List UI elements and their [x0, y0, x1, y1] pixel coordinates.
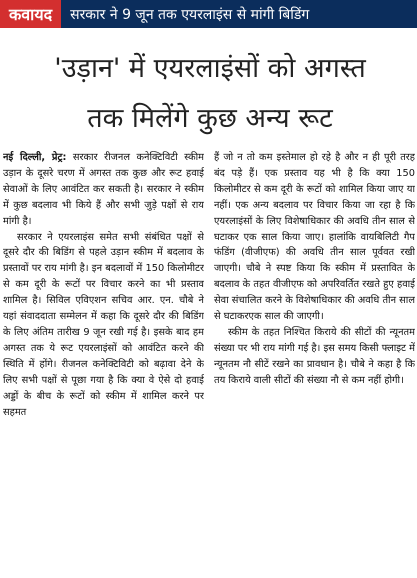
- paragraph-1-text: सरकार रीजनल कनेक्टिविटी स्कीम उड़ान के दूसरे चरण में अगस्त तक कुछ और रूट हवाई सेवाओं के लिए आवंटित कर सकती है। सरकार ने स्कीम में कुछ बदलाव भी किये हैं और सभी जुड़े पक्षों से राय मांगी है।: [3, 152, 204, 227]
- headline: [6, 44, 414, 144]
- kicker-tag: कवायद: [0, 0, 61, 28]
- dateline: नई दिल्ली, प्रेट्र:: [3, 152, 67, 163]
- paragraph-2: सरकार ने एयरलाइंस समेत सभी संबंधित पक्षों से दूसरे दौर की बिडिंग से पहले उड़ान स्कीम में बदलाव के प्रस्तावों पर राय मांगी है। इन बदलावों में 150 किलोमीटर से कम दूरी के रूटों पर विचार करने का भी प्रस्ताव शामिल है। सिविल एविएशन सचिव आर. एन. चौबे ने यहां संवाददाता सम्मेलन में कहा कि दूसरे दौर की बिडिंग के लिए अंतिम तारीख 9 जून रखी गई है। इसके बाद हम अगस्त तक ये रूट एयरलाइंसों को आवंटित करने की स्थिति में होंगे। रीजनल कनेक्टिविटी को बढ़ावा देने के लिए सभी पक्षों से पूछा गया है कि क्या वे ऐसे दो हवाई अड्डों के बीच के रूटों को स्कीम में शामिल करने पर सहमत: [3, 231, 204, 418]
- headline-line-2: तक मिलेंगे कुछ अन्य रूट: [87, 103, 333, 134]
- headline-line-1: 'उड़ान' में एयरलाइंसों को अगस्त: [54, 53, 366, 84]
- article-column-1: [3, 150, 204, 574]
- article-column-2: [214, 150, 415, 574]
- paragraph-4: स्कीम के तहत निश्चित किराये की सीटों की न्यूनतम संख्या पर भी राय मांगी गई है। इस समय किसी फ्लाइट में न्यूनतम नौ सीटें रखने का प्रावधान है। चौबे ने कहा है कि तय किराये वाली सीटों की संख्या नौ से कम नहीं होगी।: [214, 326, 415, 386]
- article-body: [3, 150, 415, 574]
- kicker-bar: [0, 0, 417, 28]
- kicker-text: सरकार ने 9 जून तक एयरलाइंस से मांगी बिडिंग: [70, 6, 310, 23]
- paragraph-3: हैं जो न तो कम इस्तेमाल हो रहे है और न ही पूरी तरह बंद पड़े हैं। एक प्रस्ताव यह भी है कि क्या 150 किलोमीटर से कम दूरी के रूटों को शामिल किया जाए या नहीं। एक अन्य बदलाव पर विचार किया जा रहा है कि एयरलाइंसों के लिए विशेषाधिकार की अवधि तीन साल से घटाकर एक साल किया जाए। हालांकि वायबिलिटी गैप फंडिंग (वीजीएफ) की अवधि तीन साल पूर्ववत रखी जाएगी। चौबे ने स्पष्ट किया कि स्कीम में प्रस्तावित के बदलाव के तहत वीजीएफ को अपरिवर्तित रखते हुए हवाई सेवा संचालित करने के विशेषाधिकार की अवधि तीन साल से घटाकरएक साल की जाएगी।: [214, 152, 415, 323]
- paragraph-1: [3, 150, 204, 230]
